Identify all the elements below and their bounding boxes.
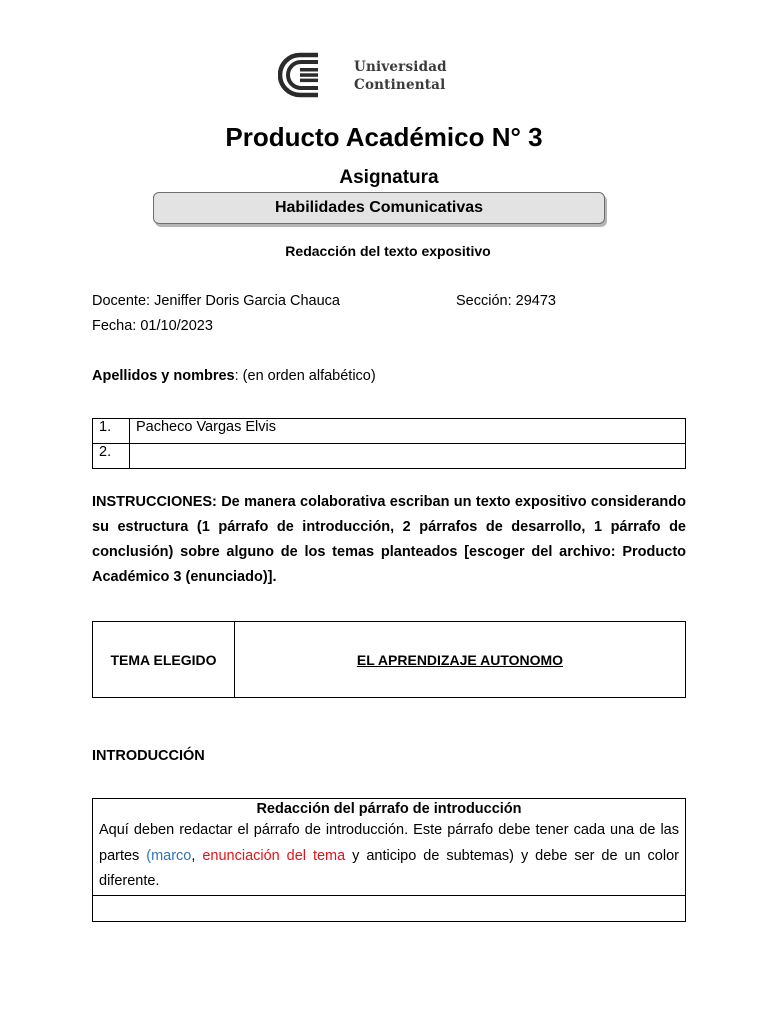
- seccion-line: Sección: 29473: [456, 293, 556, 309]
- apellidos-line: [92, 368, 376, 384]
- intro-text-part2: y anticipo de subtemas) y debe ser de un color diferente.: [99, 847, 679, 889]
- subject-name: Habilidades Comunicativas: [274, 199, 484, 216]
- page-title: Producto Académico N° 3: [225, 122, 543, 152]
- member-name: Pacheco Vargas Elvis: [130, 419, 686, 444]
- intro-text-part1: Aquí deben redactar el párrafo de introducción. Este párrafo debe tener cada una de las partes: [99, 822, 679, 864]
- logo-line-2: Continental: [354, 77, 446, 93]
- chosen-topic-table: [92, 621, 686, 698]
- docente-line: Docente: Jeniffer Doris Garcia Chauca: [92, 293, 340, 309]
- member-number: 1.: [93, 419, 130, 444]
- document-subtitle: Redacción del texto expositivo: [285, 243, 491, 259]
- introduction-empty-cell: [93, 895, 686, 921]
- logo-line-1: Universidad: [354, 59, 447, 75]
- introduction-text: [99, 818, 679, 895]
- apellidos-label: Apellidos y nombres: [92, 368, 235, 384]
- instructions-paragraph: INSTRUCCIONES: De manera colaborativa escriban un texto expositivo considerando su estructura (1 párrafo de introducción, 2 párrafos de desarrollo, 1 párrafo de conclusión) sobre alguno de los temas planteados [escoger del archivo: Producto Académico 3 (enunciado)].: [92, 494, 686, 585]
- introduction-heading: INTRODUCCIÓN: [92, 748, 205, 764]
- topic-value-cell: [235, 622, 686, 698]
- table-row: [93, 799, 686, 896]
- intro-text-marco: (marco: [146, 847, 192, 864]
- table-row: [93, 419, 686, 444]
- intro-text-enunciacion: enunciación del tema: [202, 847, 346, 864]
- subject-label: Asignatura: [339, 167, 439, 188]
- introduction-table: [92, 798, 686, 922]
- apellidos-note: : (en orden alfabético): [234, 368, 376, 384]
- university-logo: [278, 52, 458, 100]
- member-number: 2.: [93, 444, 130, 469]
- subject-box: [153, 192, 605, 224]
- table-row: [93, 622, 686, 698]
- members-table: [92, 418, 686, 469]
- fecha-line: Fecha: 01/10/2023: [92, 318, 213, 334]
- intro-text-comma: ,: [191, 847, 203, 864]
- table-row: [93, 444, 686, 469]
- table-row: [93, 895, 686, 921]
- introduction-box-title: Redacción del párrafo de introducción: [256, 801, 522, 817]
- introduction-cell: [93, 799, 686, 896]
- logo-text: [354, 58, 447, 94]
- continental-logo-icon: [278, 52, 348, 98]
- topic-value: EL APRENDIZAJE AUTONOMO: [356, 651, 564, 668]
- member-name: [130, 444, 686, 469]
- topic-label: TEMA ELEGIDO: [93, 622, 235, 698]
